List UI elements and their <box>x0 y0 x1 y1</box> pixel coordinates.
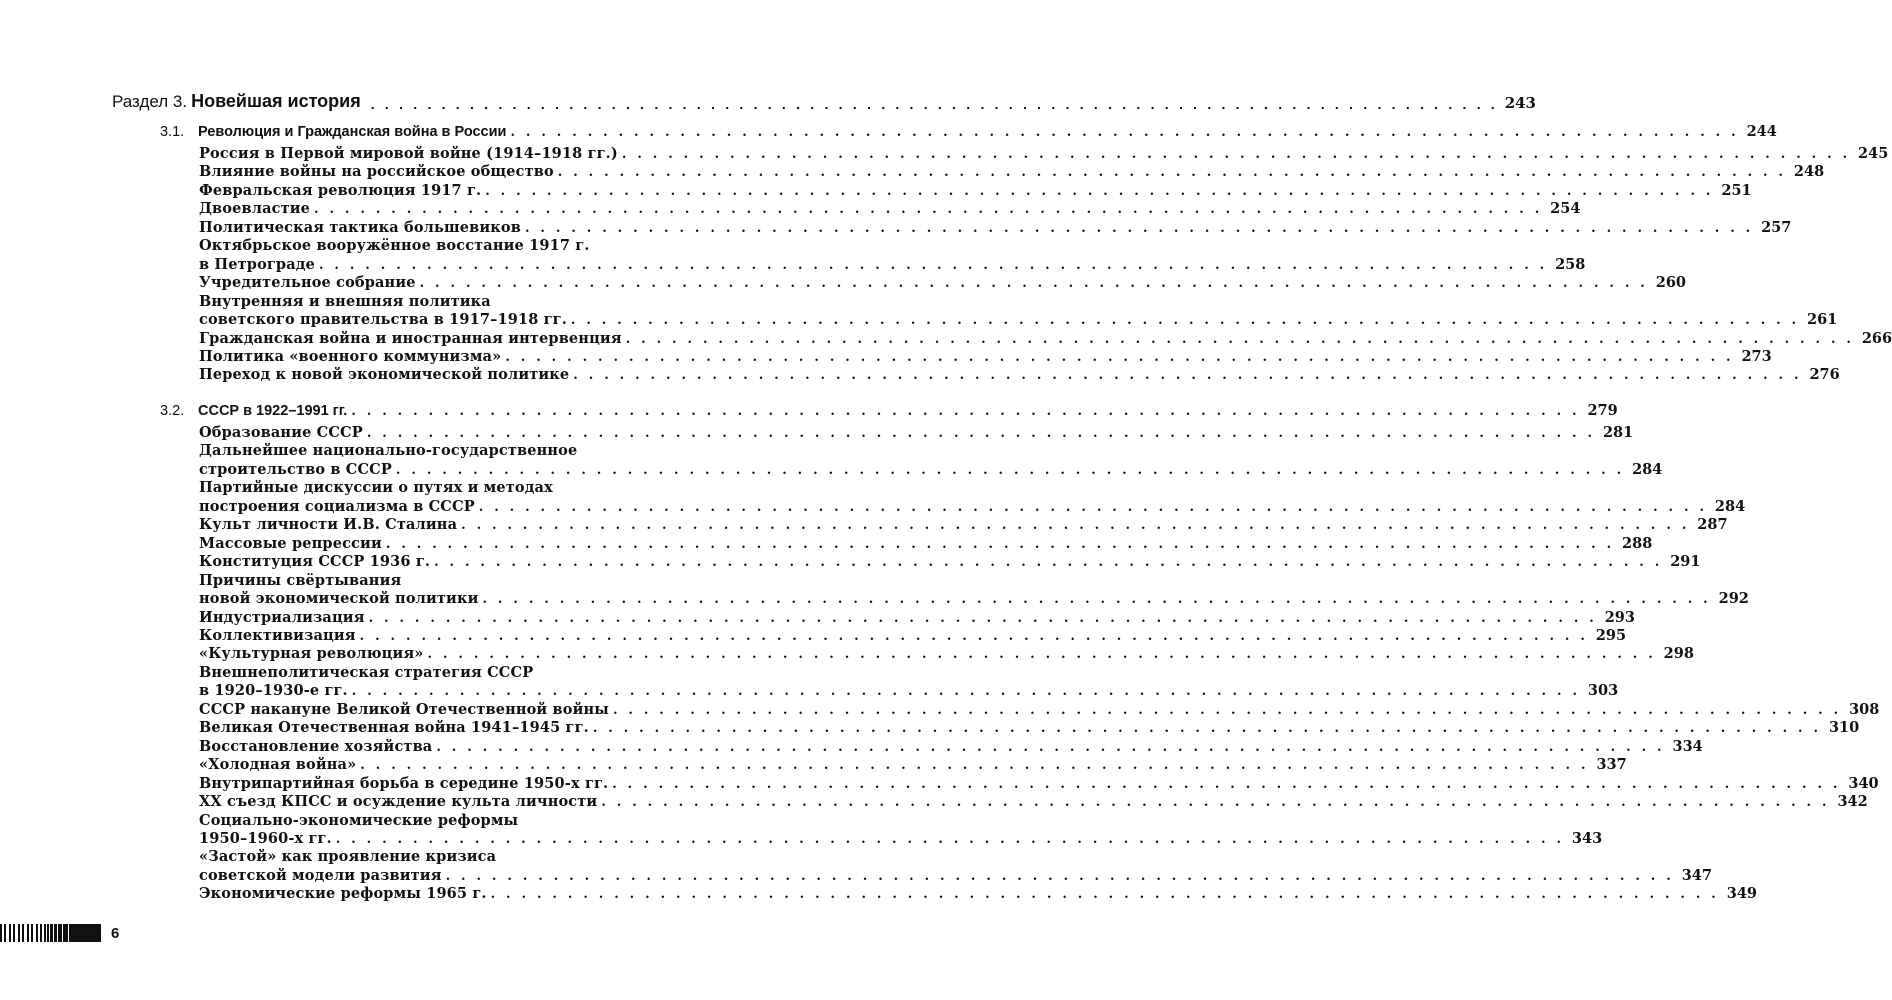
entry-page: 258 <box>1555 255 1586 273</box>
entry-page: 292 <box>1718 590 1749 608</box>
chapter-number: 3.1. <box>160 124 185 140</box>
section-title: Новейшая история <box>191 91 361 111</box>
entry-page: 349 <box>1726 885 1758 903</box>
toc-entry <box>199 179 1752 199</box>
toc-entry-line <box>199 809 729 829</box>
leader-dots: . . . . . . . . . . . . . . . . . . . . . . . . . . . . . . . . . . . . . . . . . . . . . . . . . . . . . . . . . . . . . . . . . . . . . . . . . . . . . . . . <box>445 868 1674 884</box>
entry-page: 295 <box>1595 627 1627 644</box>
leader-dots: . . . . . . . . . . . . . . . . . . . . . . . . . . . . . . . . . . . . . . . . . . . . . . . . . . . . . . . . . . . . . . . . . . . . . . . . . . . . . . . . <box>482 592 1711 608</box>
entry-page: 245 <box>1858 145 1889 162</box>
entry-title: Россия в Первой мировой войне (1914–1918 гг.) <box>199 145 618 162</box>
entry-page: 337 <box>1596 756 1627 774</box>
leader-dots: . . . . . . . . . . . . . . . . . . . . . . . . . . . . . . . . . . . . . . . . . . . . . . . . . . . . . . . . . . . . . . . . . . . . . . . . . . . . . . . . <box>524 220 1754 236</box>
leader-dots: . . . . . . . . . . . . . . . . . . . . . . . . . . . . . . . . . . . . . . . . . . . . . . . . . . . . . . . . . . . . . . . . . . . . . . . . . . . . . . . . <box>592 721 1822 737</box>
toc-entry <box>199 142 1889 162</box>
entry-title: Политическая тактика большевиков <box>199 218 521 236</box>
entry-page: 251 <box>1721 181 1752 199</box>
entry-page: 276 <box>1809 366 1840 384</box>
leader-dots: . . . . . . . . . . . . . . . . . . . . . . . . . . . . . . . . . . . . . . . . . . . . . . . . . . . . . . . . . . . . . . . . . . . . . . . . . . . . . . . . <box>510 125 1739 140</box>
leader-dots: . . . . . . . . . . . . . . . . . . . . . . . . . . . . . . . . . . . . . . . . . . . . . . . . . . . . . . . . . . . . . . . . . . . . . . . . . . . . . . . . <box>612 702 1842 718</box>
leader-dots: . . . . . . . . . . . . . . . . . . . . . . . . . . . . . . . . . . . . . . . . . . . . . . . . . . . . . . . . . . . . . . . . . . . . . . . . . . . . . . . . <box>490 887 1720 903</box>
entry-title: Дальнейшее национально-государственное <box>199 442 578 460</box>
toc-entry <box>199 606 1635 626</box>
leader-dots: . . . . . . . . . . . . . . . . . . . . . . . . . . . . . . . . . . . . . . . . . . . . . . . . . . . . . . . . . . . . . . . . . . . . . . . . . . . . . . . . <box>485 183 1714 199</box>
toc-entry <box>199 271 1687 292</box>
leader-dots: . . . . . . . . . . . . . . . . . . . . . . . . . . . . . . . . . . . . . . . . . . . . . . . . . . . . . . . . . . . . . . . . . . . . . . . . . . . . . . . . <box>351 684 1581 700</box>
entry-page: 347 <box>1681 866 1712 884</box>
toc-entry-line <box>199 845 729 865</box>
entry-title: «Холодная война» <box>199 756 357 774</box>
section-prefix: Раздел 3. <box>112 92 188 111</box>
entry-title: Гражданская война и иностранная интервенция <box>199 329 622 347</box>
toc-entry <box>199 882 1758 903</box>
leader-dots: . . . . . . . . . . . . . . . . . . . . . . . . . . . . . . . . . . . . . . . . . . . . . . . . . . . . . . . . . . . . . . . . . . . . . . . . . . . . . . . . <box>335 831 1565 847</box>
chapter-title: Революция и Гражданская война в России <box>198 124 507 140</box>
entry-title: Индустриализация <box>199 608 365 626</box>
leader-dots: . . . . . . . . . . . . . . . . . . . . . . . . . . . . . . . . . . . . . . . . . . . . . . . . . . . . . . . . . . . . . . . . . . . . . . . . . . . . . . . . <box>366 426 1596 441</box>
section-page: 243 <box>1504 94 1536 112</box>
entry-page: 343 <box>1571 829 1603 847</box>
toc-entry-line <box>199 234 729 254</box>
toc-entry <box>199 864 1712 884</box>
leader-dots: . . . . . . . . . . . . . . . . . . . . . . . . . . . . . . . . . . . . . . . . . . . . . . . . . . . . . . . . . . . . . . . . . . . . . . . . . . . . . . . . <box>621 147 1851 162</box>
entry-page: 273 <box>1741 347 1772 365</box>
chapter-title: СССР в 1922–1991 гг. <box>198 403 348 419</box>
entry-title: Октябрьское вооружённое восстание 1917 г. <box>199 237 590 255</box>
entry-title: построения социализма в СССР <box>199 497 475 515</box>
barcode-icon <box>0 924 101 942</box>
entry-title: строительство в СССР <box>199 460 392 478</box>
entry-page: 257 <box>1761 218 1792 236</box>
entry-page: 293 <box>1604 608 1635 626</box>
entry-title: Учредительное собрание <box>199 274 416 292</box>
entry-page: 291 <box>1670 553 1701 571</box>
entry-title: советского правительства в 1917–1918 гг. <box>199 311 567 328</box>
leader-dots: . . . . . . . . . . . . . . . . . . . . . . . . . . . . . . . . . . . . . . . . . . . . . . . . . . . . . . . . . . . . . . . . . . . . . . . . . . . . . . . . <box>427 647 1656 663</box>
toc-entry-line <box>199 290 729 310</box>
entry-title: Конституция СССР 1936 г. <box>199 553 431 571</box>
entry-title: советской модели развития <box>199 866 442 884</box>
toc-entry <box>199 735 1703 755</box>
entry-page: 287 <box>1697 516 1728 534</box>
entry-page: 298 <box>1663 645 1694 663</box>
leader-dots: . . . . . . . . . . . . . . . . . . . . . . . . . . . . . . . . . . . . . . . . . . . . . . . . . . . . . . . . . . . . . . . . . . . . . . . . . . . . . . . . <box>419 276 1649 292</box>
entry-title: новой экономической политики <box>199 590 479 608</box>
toc-entry <box>199 327 1892 347</box>
toc-entry <box>199 550 1701 571</box>
entry-title: Причины свёртывания <box>199 571 402 589</box>
leader-dots: . . . . . . . . . . . . . . . . . . . . . . . . . . . . . . . . . . . . . . . . . . . . . . . . . . . . . . . . . . . . . . . . . . . . . . . . . . . . . . . . <box>612 776 1841 792</box>
entry-page: 284 <box>1632 460 1663 478</box>
entry-title: Коллективизация <box>199 627 356 644</box>
toc-entry <box>199 421 1634 441</box>
leader-dots: . . . . . . . . . . . . . . . . . . . . . . . . . . . . . . . . . . . . . . . . . . . . . . . . . . . . . . . . . . . . . . . . . . . . . . . . . . . . . . . . <box>505 349 1734 365</box>
toc-entry <box>199 532 1653 552</box>
toc-entry <box>199 197 1581 218</box>
toc-entry <box>199 753 1627 774</box>
chapter-heading <box>160 118 1777 140</box>
leader-dots: . . . . . . . . . . . . . . . . . . . . . . . . . . . . . . . . . . . . . . . . . . . . . . . . . . . . . . . . . . . . . . . . . . . . . . . . . . . . . . . . <box>478 499 1708 515</box>
toc-entry <box>199 458 1663 478</box>
toc-entry <box>199 363 1840 384</box>
toc-entry <box>199 513 1728 534</box>
entry-page: 281 <box>1602 424 1634 441</box>
entry-title: Политика «военного коммунизма» <box>199 347 502 365</box>
entry-title: Февральская революция 1917 г. <box>199 181 482 199</box>
toc-entry <box>199 716 1860 737</box>
entry-title: СССР накануне Великой Отечественной войны <box>199 700 609 718</box>
footer-page-number: 6 <box>111 924 120 942</box>
leader-dots: . . . . . . . . . . . . . . . . . . . . . . . . . . . . . . . . . . . . . . . . . . . . . . . . . . . . . . . . . . . . . . . . . . . . . . . . . . . . . . . . <box>359 629 1589 644</box>
page-footer <box>0 922 119 944</box>
chapter-page: 244 <box>1746 123 1777 140</box>
chapter-page: 279 <box>1587 402 1618 419</box>
toc-entry <box>199 827 1603 847</box>
entry-title: XX съезд КПСС и осуждение культа личности <box>199 793 598 810</box>
entry-title: Внутрипартийная борьба в середине 1950-х гг. <box>199 774 609 792</box>
toc-entry <box>199 624 1627 644</box>
entry-page: 308 <box>1849 700 1880 718</box>
entry-title: Культ личности И.В. Сталина <box>199 516 458 534</box>
toc-entry <box>199 698 1880 718</box>
entry-title: Партийные дискуссии о путях и методах <box>199 479 553 497</box>
toc-entry <box>199 790 1868 810</box>
entry-page: 303 <box>1587 682 1619 700</box>
entry-title: Образование СССР <box>199 424 363 441</box>
toc-entry-line <box>199 661 729 681</box>
leader-dots: . . . . . . . . . . . . . . . . . . . . . . . . . . . . . . . . . . . . . . . . . . . . . . . . . . . . . . . . . . . . . . . . . . . . . . . . . . . . . . . . <box>360 758 1589 774</box>
leader-dots: . . . . . . . . . . . . . . . . . . . . . . . . . . . . . . . . . . . . . . . . . . . . . . . . . . . . . . . . . . . . . . . . . . . . . . . . . . . . . . . . <box>395 462 1625 478</box>
leader-dots: . . . . . . . . . . . . . . . . . . . . . . . . . . . . . . . . . . . . . . . . . . . . . . . . . . . . . . . . . . . . . . . . . . . . . . . . . . . . . . . . <box>461 518 1690 534</box>
leader-dots: . . . . . . . . . . . . . . . . . . . . . . . . . . . . . . . . . . . . . . . . . . . . . . . . . . . . . . . . . . . . . . . . . . . . . . . . . . . . . . . . <box>318 257 1548 273</box>
entry-title: «Культурная революция» <box>199 645 424 663</box>
entry-title: Великая Отечественная война 1941–1945 гг. <box>199 719 589 737</box>
entry-page: 342 <box>1837 793 1868 810</box>
entry-page: 288 <box>1622 534 1653 552</box>
entry-page: 310 <box>1828 719 1860 737</box>
toc-entry-line <box>199 476 729 496</box>
leader-dots: . . . . . . . . . . . . . . . . . . . . . . . . . . . . . . . . . . . . . . . . . . . . . . . . . . . . . . . . . . . . . . . . . . . . . . . . . . . . . . . . <box>385 536 1615 552</box>
leader-dots: . . . . . . . . . . . . . . . . . . . . . . . . . . . . . . . . . . . . . . . . . . . . . . . . . . . . . . . . . . . . . . . . . . . . . . . . . . . . . . . . <box>601 795 1830 810</box>
entry-title: Переход к новой экономической политике <box>199 366 570 384</box>
toc-entry <box>199 160 1825 181</box>
toc-entry-line <box>199 569 729 589</box>
entry-title: Внешнеполитическая стратегия СССР <box>199 663 534 681</box>
entry-page: 340 <box>1848 774 1879 792</box>
entry-title: Двоевластие <box>199 200 311 218</box>
entry-title: Экономические реформы 1965 г. <box>199 885 487 903</box>
toc-entry <box>199 495 1746 515</box>
leader-dots: . . . . . . . . . . . . . . . . . . . . . . . . . . . . . . . . . . . . . . . . . . . . . . . . . . . . . . . . . . . . . . . . . . . . . . . . . . . . . . . . <box>434 555 1663 571</box>
toc-entry <box>199 253 1586 273</box>
leader-dots: . . . . . . . . . . . . . . . . . . . . . . . . . . . . . . . . . . . . . . . . . . . . . . . . . . . . . . . . . . . . . . . . . . . . . . . . . . . . . . . . <box>368 610 1597 626</box>
entry-title: Массовые репрессии <box>199 534 382 552</box>
leader-dots: . . . . . . . . . . . . . . . . . . . . . . . . . . . . . . . . . . . . . . . . . . . . . . . . . . . . . . . . . . . . . . . . . . . . . . . . . . . . . . . . <box>370 96 1498 112</box>
toc-entry <box>199 308 1838 328</box>
entry-page: 261 <box>1807 311 1838 328</box>
leader-dots: . . . . . . . . . . . . . . . . . . . . . . . . . . . . . . . . . . . . . . . . . . . . . . . . . . . . . . . . . . . . . . . . . . . . . . . . . . . . . . . . <box>436 739 1665 755</box>
entry-title: в 1920–1930-е гг. <box>199 682 348 700</box>
entry-title: «Застой» как проявление кризиса <box>199 848 497 866</box>
chapter-number: 3.2. <box>160 403 185 419</box>
chapter-heading <box>160 397 1618 419</box>
toc-entry <box>199 587 1749 608</box>
toc-entry-line <box>199 439 729 459</box>
entry-page: 260 <box>1655 274 1687 292</box>
entry-page: 266 <box>1861 329 1892 347</box>
entry-title: Восстановление хозяйства <box>199 737 433 755</box>
entry-title: 1950–1960-х гг. <box>199 829 332 847</box>
toc-entry <box>199 772 1879 792</box>
toc-entry <box>199 642 1694 663</box>
section-heading <box>112 86 1536 112</box>
toc-entry <box>199 679 1619 700</box>
entry-page: 284 <box>1714 497 1746 515</box>
entry-page: 334 <box>1672 737 1703 755</box>
leader-dots: . . . . . . . . . . . . . . . . . . . . . . . . . . . . . . . . . . . . . . . . . . . . . . . . . . . . . . . . . . . . . . . . . . . . . . . . . . . . . . . . <box>314 202 1543 218</box>
entry-title: Влияние войны на российское общество <box>199 163 554 181</box>
leader-dots: . . . . . . . . . . . . . . . . . . . . . . . . . . . . . . . . . . . . . . . . . . . . . . . . . . . . . . . . . . . . . . . . . . . . . . . . . . . . . . . . <box>625 331 1855 347</box>
entry-page: 248 <box>1793 163 1825 181</box>
toc-entry <box>199 345 1772 365</box>
entry-page: 254 <box>1550 200 1581 218</box>
entry-title: в Петрограде <box>199 255 315 273</box>
leader-dots: . . . . . . . . . . . . . . . . . . . . . . . . . . . . . . . . . . . . . . . . . . . . . . . . . . . . . . . . . . . . . . . . . . . . . . . . . . . . . . . . <box>570 313 1800 328</box>
entry-title: Внутренняя и внешняя политика <box>199 292 491 310</box>
entry-title: Социально-экономические реформы <box>199 811 519 829</box>
leader-dots: . . . . . . . . . . . . . . . . . . . . . . . . . . . . . . . . . . . . . . . . . . . . . . . . . . . . . . . . . . . . . . . . . . . . . . . . . . . . . . . . <box>573 368 1802 384</box>
leader-dots: . . . . . . . . . . . . . . . . . . . . . . . . . . . . . . . . . . . . . . . . . . . . . . . . . . . . . . . . . . . . . . . . . . . . . . . . . . . . . . . . <box>557 165 1787 181</box>
toc-entry <box>199 216 1792 236</box>
leader-dots: . . . . . . . . . . . . . . . . . . . . . . . . . . . . . . . . . . . . . . . . . . . . . . . . . . . . . . . . . . . . . . . . . . . . . . . . . . . . . . . . <box>351 404 1580 419</box>
